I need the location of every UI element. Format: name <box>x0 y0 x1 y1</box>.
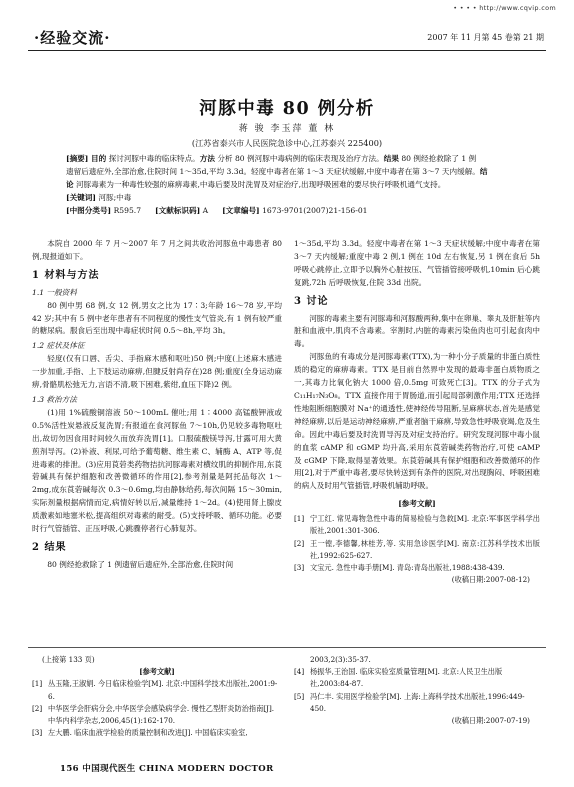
section-label: ·经验交流· <box>34 29 111 47</box>
results-continued: 1～35d,平均 3.3d。轻度中毒者在第 1～3 天症状缓解;中度中毒者在第 3～7 天内缓解;重度中毒 2 例,1 例在 10d 左右恢复,另 1 例在食后 5h 呼吸心跳停止,立即予以胸外心脏按压、气管插管接呼吸机,10min 后心跳复跳,72h 后呼吸恢复,住院 33d 出院。 <box>294 239 540 287</box>
heading-methods: 1 材料与方法 <box>32 269 100 281</box>
reference-item: [5] 冯仁丰. 实用医学检验学[M]. 上海:上海科学技术出版社,1996:449-450. <box>294 691 525 713</box>
results-paragraph: 80 例经抢救除了 1 例遗留后遗症外,全部治愈,住院时间 <box>47 559 234 569</box>
discussion-paragraph-2: 河豚鱼的有毒成分是河豚毒素(TTX),为一种小分子质量的非蛋白质性质的稳定的麻痹毒素。TTX 是目前自然界中发现的最毒非蛋白质物质之一,其毒力比氧化钠大 1000 倍,0.5mg 可致死亡[3]。TTX 的分子式为 C₁₁H₁₇N₃O₈。TTX 直接作用于胃肠道,而引起局部刺激作用;TTX 还选择性地阻断细胞膜对 Na⁺的通透性,使神经传导阻断,呈麻痹状态,首先是感觉神经麻痹,以后是运动神经麻痹,严重者脑干麻痹,导致急性呼吸衰竭,危及生命。因此中毒后要及时洗胃导泻及对症支持治疗。研究发现河豚中毒小鼠的血浆 cAMP 和 cGMP 均升高,采用东莨菪碱类药物治疗,可使 cAMP 及 cGMP 下降,取得显著效果。东莨菪碱具有保护细胞和改善微循环的作用[2],对于严重中毒者,要尽快转送到有条件的医院,对出现胸闷、呼吸困难的病人及时用气管插管,呼吸机辅助呼吸。 <box>294 352 540 491</box>
label-objective: [摘要] 目的 <box>66 154 107 163</box>
reference-item: [3] 文宝元. 急性中毒手册[M]. 青岛:青岛出版社,1988:438-439. <box>294 562 505 572</box>
abstract <box>66 152 536 217</box>
treatment-paragraph: (1)用 1%硫酸铜溶液 50～100mL 催吐;用 1∶4000 高锰酸钾液或 0.5%活性炭悬液反复洗胃;有报道在食河豚鱼 7～10h,仍见较多毒物呕吐出,故切勿因食用时间较久而放弃洗胃[1]。口服硫酸镁导泻,甘露可用大黄煎剂导泻。(2)补液、利尿,可给予葡萄糖、维生素 C、辅酶 A、ATP 等,促进毒素的排泄。(3)应用莨菪类药物拮抗河豚毒素对横纹肌的抑制作用,东莨菪碱具有保护细胞和改善微循环的作用[2],参考剂量是阿托品每次 1～2mg,成东莨菪碱每次 0.3～0.6mg,均由静脉给药,每次间隔 15～30min,实际剂量根据病情而定,病情好转以后,减量维持 1～2d。(4)使用肾上腺皮质激素如地塞米松,提高组织对毒素的耐受。(5)支持呼吸、循环功能。必要时行气管插管、正压呼吸,心跳骤停者行心肺复苏。 <box>32 407 282 534</box>
clc-number: [中图分类号] R595.7 <box>66 206 142 215</box>
reference-item: [2] 中华医学会肝病分会,中华医学会感染病学会. 慢性乙型肝炎防治指南[J]. 中华内科学杂志,2006,45(1):162-170. <box>32 703 275 726</box>
discussion-paragraph-1: 河豚的毒素主要有河豚毒和河豚酸两种,集中在卵巢、睾丸及肝脏等内脏和血液中,肌肉不含毒素。宰割时,内脏的毒素污染鱼肉也可引起食肉中毒。 <box>294 313 540 349</box>
paper-title: 河豚中毒 80 例分析 <box>199 99 375 119</box>
general-data-paragraph: 80 例中男 68 例,女 12 例,男女之比为 17∶3;年龄 16～78 岁,平均 42 岁;其中有 5 例中老年患者有不同程度的慢性支气管炎,有 1 例有较严重的糖尿病。服食后至出现中毒症状时间 0.5～8h,平均 3h。 <box>32 300 282 336</box>
label-conclusion: 论 <box>66 180 74 189</box>
reference-item: [2] 王一镗,李德馨,林桂芳,等. 实用急诊医学[M]. 南京:江苏科学技术出版社,1992:625-627. <box>294 538 540 560</box>
abstract-line-2: 遗留后遗症外,全部治愈,住院时间 1～35d,平均 3.3d。轻度中毒者在第 1～3 天症状缓解,中度中毒者在第 3～7 天内缓解。结 <box>66 167 488 176</box>
reference-item: [4] 杨振华,王治国. 临床实验室质量管理[M]. 北京:人民卫生出版社,2003:84-87. <box>294 667 503 689</box>
label-result: 结果 <box>383 154 399 163</box>
keywords: [关键词] 河豚;中毒 <box>66 193 132 202</box>
right-column <box>294 238 540 587</box>
page-footer: 156 中国现代医生 CHINA MODERN DOCTOR <box>60 764 274 774</box>
header-rule <box>28 50 546 51</box>
heading-symptoms: 1.2 症状及体征 <box>32 341 85 351</box>
heading-general-data: 1.1 一般资料 <box>32 287 77 297</box>
symptoms-paragraph: 轻度(仅有口唇、舌尖、手指麻木感和呕吐)50 例;中度(上述麻木感进一步加重,手指、上下肢运动麻痹,但腱反射尚存在)28 例;重度(全身运动麻痹,骨骼肌松弛无力,言语不清,吸下困难,紫绀,血压下降)2 例。 <box>32 354 282 390</box>
reference-item: [1] 丛玉隆,王淑娟. 今日临床检验学[M]. 北京:中国科学技术出版社,2001:9-6. <box>32 679 278 701</box>
reference-item: [1] 宁工红. 常见毒物急性中毒的简易检验与急救[M]. 北京:军事医学科学出版社,2001:301-306. <box>294 514 540 536</box>
doc-code: [文献标识码] A <box>155 206 209 215</box>
label-method: 方法 <box>199 154 215 163</box>
references-heading: [参考文献] <box>398 499 436 509</box>
heading-treatment: 1.3 救治方法 <box>32 394 77 404</box>
bottom-right-references <box>294 654 540 727</box>
section-divider <box>28 647 546 648</box>
reference-continued: 2003,2(3):35-37. <box>310 655 371 664</box>
affiliation: (江苏省泰兴市人民医院急诊中心,江苏泰兴 225400) <box>191 138 383 148</box>
intro-paragraph: 本院自 2000 年 7 月～2007 年 7 月之间共收治河豚鱼中毒患者 80 例,现报道如下。 <box>32 239 282 261</box>
abstract-line-1: [摘要] 目的 探讨河豚中毒的临床特点。方法 分析 80 例河豚中毒病例的临床表现及治疗方法。结果 80 例经抢救除了 1 例 <box>66 154 477 163</box>
heading-results: 2 结果 <box>32 541 67 553</box>
reference-item: [3] 左大鹏. 临床血液学检验的质量控制和改进[J]. 中国临床实验室, <box>32 728 248 738</box>
heading-discussion: 3 讨论 <box>294 295 329 307</box>
received-date: (收稿日期:2007-07-19) <box>451 716 530 726</box>
continued-from: (上接第 133 页) <box>42 655 95 664</box>
issue-info: 2007 年 11 月第 45 卷第 21 期 <box>427 33 544 42</box>
bottom-left-references <box>32 654 282 739</box>
classification-row <box>66 204 536 217</box>
received-date: (收稿日期:2007-08-12) <box>451 575 530 585</box>
authors: 蒋 骏 李玉萍 董 林 <box>238 124 336 134</box>
article-number: [文章编号] 1673-9701(2007)21-156-01 <box>222 206 368 215</box>
references-heading: [参考文献] <box>139 667 175 677</box>
abstract-line-3: 论 河豚毒素为一种毒性较强的麻痹毒素,中毒后要及时洗胃及对症治疗,出现呼吸困难的要尽快行呼吸机通气支持。 <box>66 180 446 189</box>
left-column <box>32 238 282 572</box>
source-url: • • • • http://www.cqvip.com <box>453 4 556 12</box>
